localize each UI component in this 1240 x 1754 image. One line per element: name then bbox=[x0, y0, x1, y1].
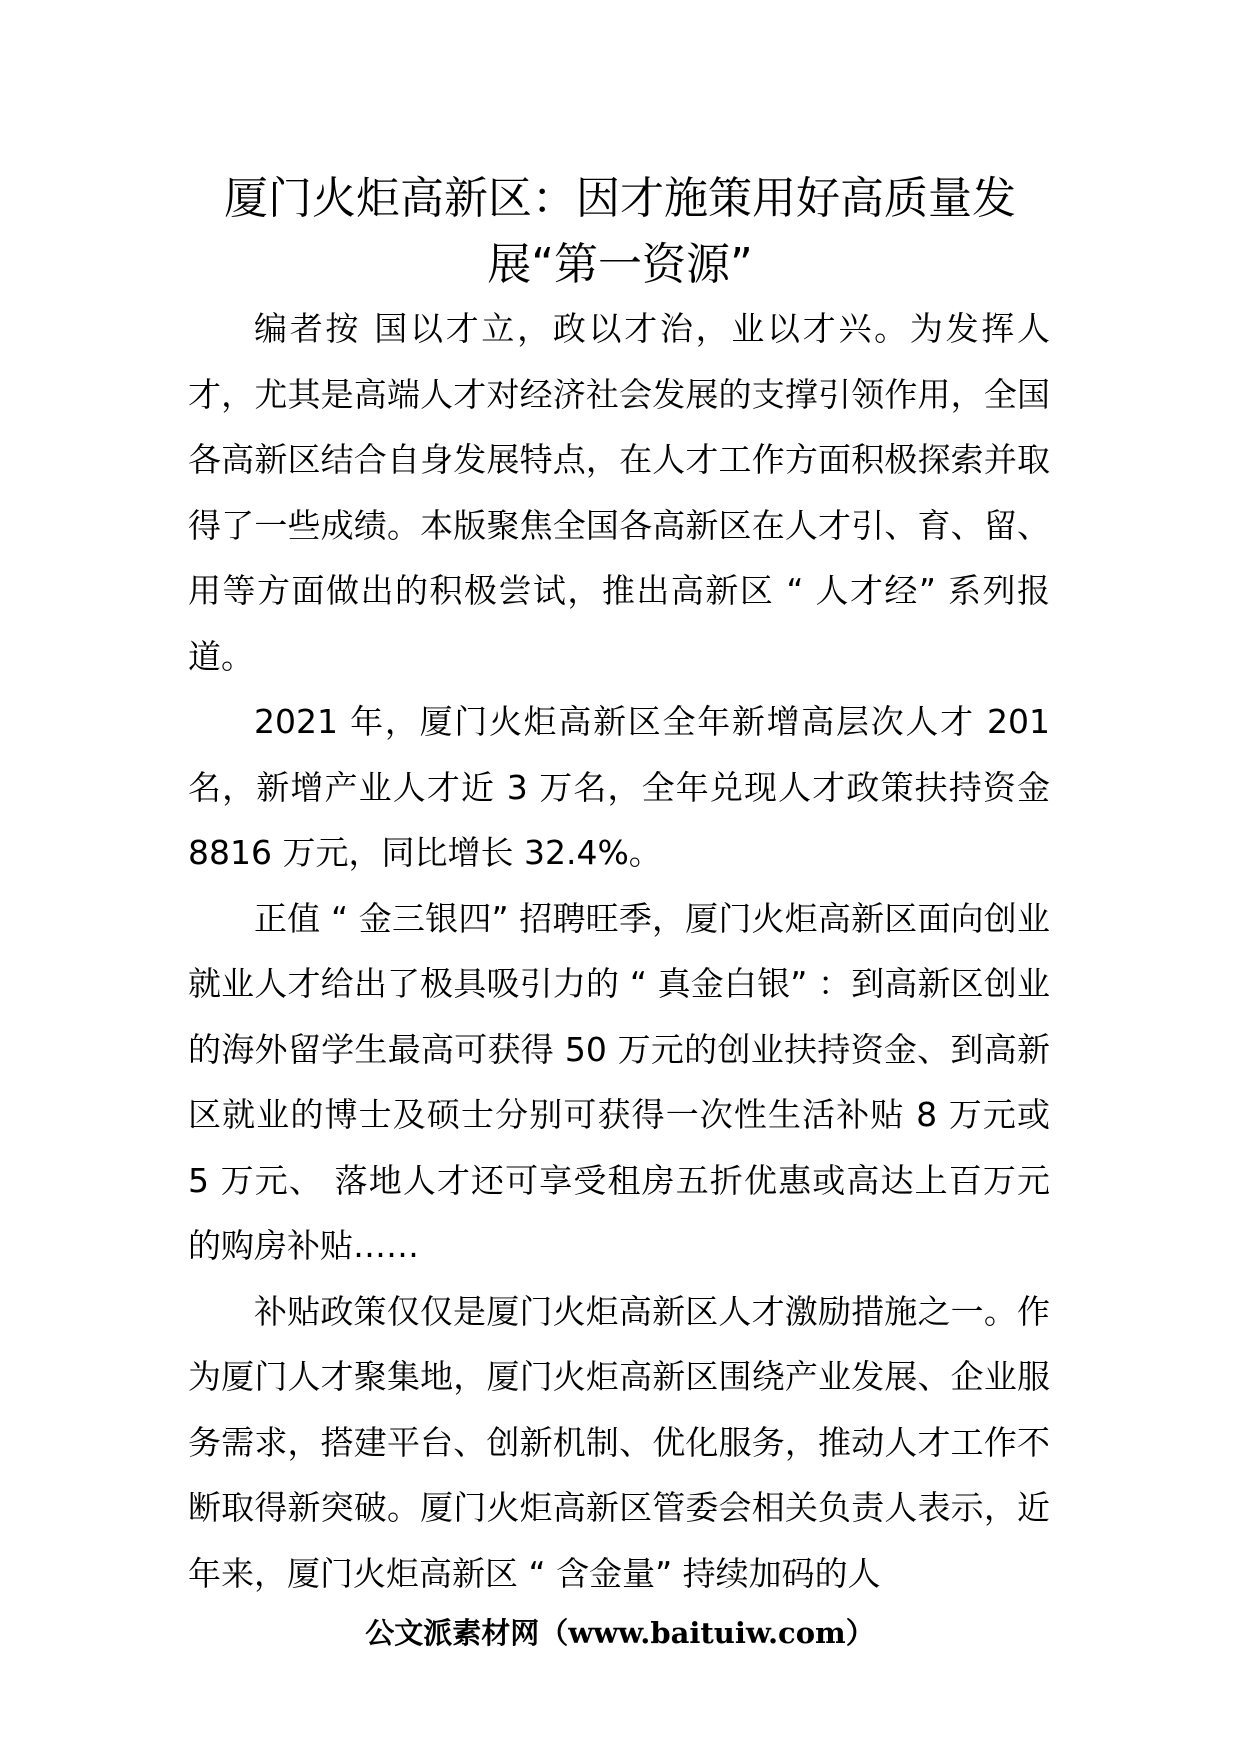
title-line-1: 厦门火炬高新区：因才施策用好高质量发 bbox=[224, 173, 1016, 224]
document-title bbox=[150, 166, 1090, 298]
paragraph-subsidy-policy: 补贴政策仅仅是厦门火炬高新区人才激励措施之一。作为厦门人才聚集地，厦门火炬高新区围绕产业发展、企业服务需求，搭建平台、创新机制、优化服务，推动人才工作不断取得新突破。厦门火炬高新区管委会相关负责人表示，近年来，厦门火炬高新区 “ 含金量” 持续加码的人 bbox=[188, 1291, 1050, 1593]
paragraph-editor-note: 编者按 国以才立，政以才治，业以才兴。为发挥人才，尤其是高端人才对经济社会发展的支撑引领作用，全国各高新区结合自身发展特点，在人才工作方面积极探索并取得了一些成绩。本版聚焦全国各高新区在人才引、育、留、用等方面做出的积极尝试，推出高新区 “ 人才经” 系列报道。 bbox=[188, 309, 1050, 676]
paragraph-2021-statistics: 2021 年，厦门火炬高新区全年新增高层次人才 201 名，新增产业人才近 3 万名，全年兑现人才政策扶持资金 8816 万元，同比增长 32.4%。 bbox=[188, 702, 1050, 872]
paragraph-recruitment-season: 正值 “ 金三银四” 招聘旺季，厦门火炬高新区面向创业就业人才给出了极具吸引力的 “ 真金白银” ：到高新区创业的海外留学生最高可获得 50 万元的创业扶持资金、到高新区就业的博士及硕士分别可获得一次性生活补贴 8 万元或 5 万元、 落地人才还可享受租房五折优惠或高达上百万元的购房补贴…… bbox=[188, 898, 1050, 1265]
title-line-2: 展“第一资源” bbox=[487, 239, 753, 290]
document-body bbox=[188, 296, 1050, 1606]
footer-watermark: 公文派素材网（www.baituiw.com） bbox=[365, 1616, 875, 1650]
